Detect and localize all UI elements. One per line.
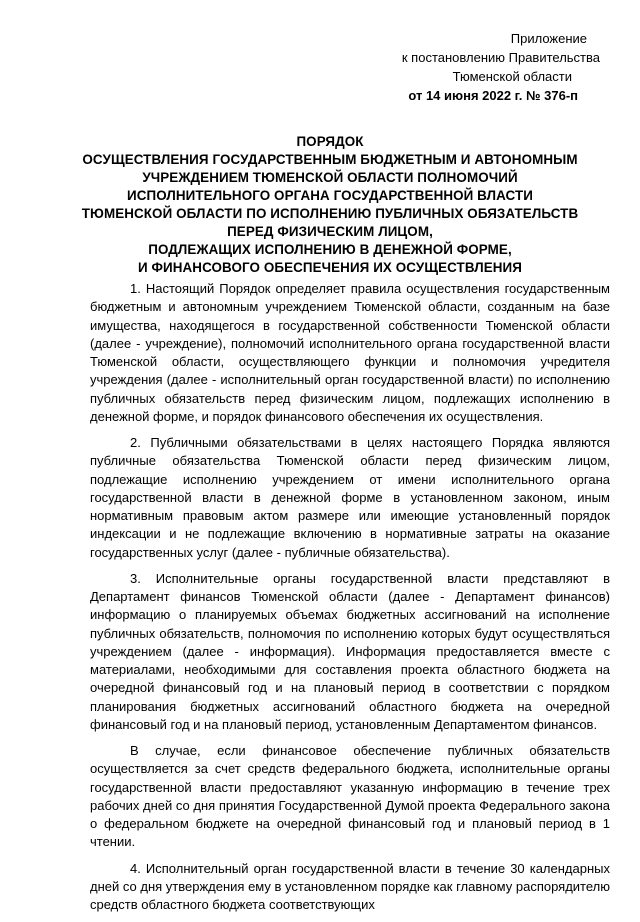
title-line: ИСПОЛНИТЕЛЬНОГО ОРГАНА ГОСУДАРСТВЕННОЙ ВЛАСТИ <box>127 188 533 203</box>
title-line: И ФИНАНСОВОГО ОБЕСПЕЧЕНИЯ ИХ ОСУЩЕСТВЛЕНИЯ <box>137 260 523 275</box>
title-line: ТЮМЕНСКОЙ ОБЛАСТИ ПО ИСПОЛНЕНИЮ ПУБЛИЧНЫХ ОБЯЗАТЕЛЬСТВ <box>81 206 579 221</box>
appendix-header <box>300 29 600 105</box>
title-line: ПЕРЕД ФИЗИЧЕСКИМ ЛИЦОМ, <box>227 224 433 239</box>
title-line: ПОДЛЕЖАЩИХ ИСПОЛНЕНИЮ В ДЕНЕЖНОЙ ФОРМЕ, <box>148 242 512 257</box>
title-line: ПОРЯДОК <box>296 134 364 149</box>
region-name: Тюменской области <box>452 69 572 84</box>
resolution-reference: к постановлению Правительства <box>401 50 600 65</box>
paragraph-1: 1. Настоящий Порядок определяет правила осуществления государственным бюджетным и автономным учреждением Тюменской области, созданным на базе имущества, находящегося в государственной собственности Тюменской области (далее - учреждение), полномочий исполнительного органа государственной власти Тюменской области, осуществляющего функции и полномочия учредителя учреждения (далее - исполнительный орган государственной власти) по исполнению публичных обязательств перед физическим лицом, подлежащих исполнению в денежной форме, и порядок финансового обеспечения их осуществления. <box>90 281 610 424</box>
paragraph-2: 2. Публичными обязательствами в целях настоящего Порядка являются публичные обязательства Тюменской области перед физическим лицом, подлежащие исполнению учреждением от имени исполнительного органа государственной власти в денежной форме в установленном законом, иным нормативным правовым актом размере или имеющие установленный порядок индексации и не подлежащие включению в нормативные затраты на оказание государственных услуг (далее - публичные обязательства). <box>90 435 610 560</box>
paragraph-3: 3. Исполнительные органы государственной власти представляют в Департамент финансов Тюменской области (далее - Департамент финансов) информацию о планируемых объемах бюджетных ассигнований на исполнение публичных обязательств, полномочия по исполнению которых будут осуществляться учреждением (далее - информация). Информация предоставляется вместе с материалами, необходимыми для составления проекта областного бюджета на очередной финансовый год и на плановый период в соответствии с порядком планирования бюджетных ассигнований областного бюджета на очередной финансовый год и на плановый период, установленным Департаментом финансов. <box>90 570 610 732</box>
appendix-label: Приложение <box>510 31 587 46</box>
paragraph-3-continuation: В случае, если финансовое обеспечение публичных обязательств осуществляется за счет средств федерального бюджета, исполнительные органы государственной власти предоставляют указанную информацию в течение трех рабочих дней со дня принятия Государственной Думой проекта Федерального закона о федеральном бюджете на очередной финансовый год и плановый период в 1 чтении. <box>90 743 610 850</box>
document-title <box>60 133 600 277</box>
paragraph-4: 4. Исполнительный орган государственной власти в течение 30 календарных дней со дня утверждения ему в установленном порядке как главному распорядителю средств областного бюджета соответствующих <box>90 860 610 912</box>
title-line: ОСУЩЕСТВЛЕНИЯ ГОСУДАРСТВЕННЫМ БЮДЖЕТНЫМ И АВТОНОМНЫМ <box>82 152 578 167</box>
title-line: УЧРЕЖДЕНИЕМ ТЮМЕНСКОЙ ОБЛАСТИ ПОЛНОМОЧИЙ <box>142 170 518 185</box>
document-body <box>90 280 610 922</box>
resolution-date-number: от 14 июня 2022 г. № 376-п <box>408 88 578 103</box>
